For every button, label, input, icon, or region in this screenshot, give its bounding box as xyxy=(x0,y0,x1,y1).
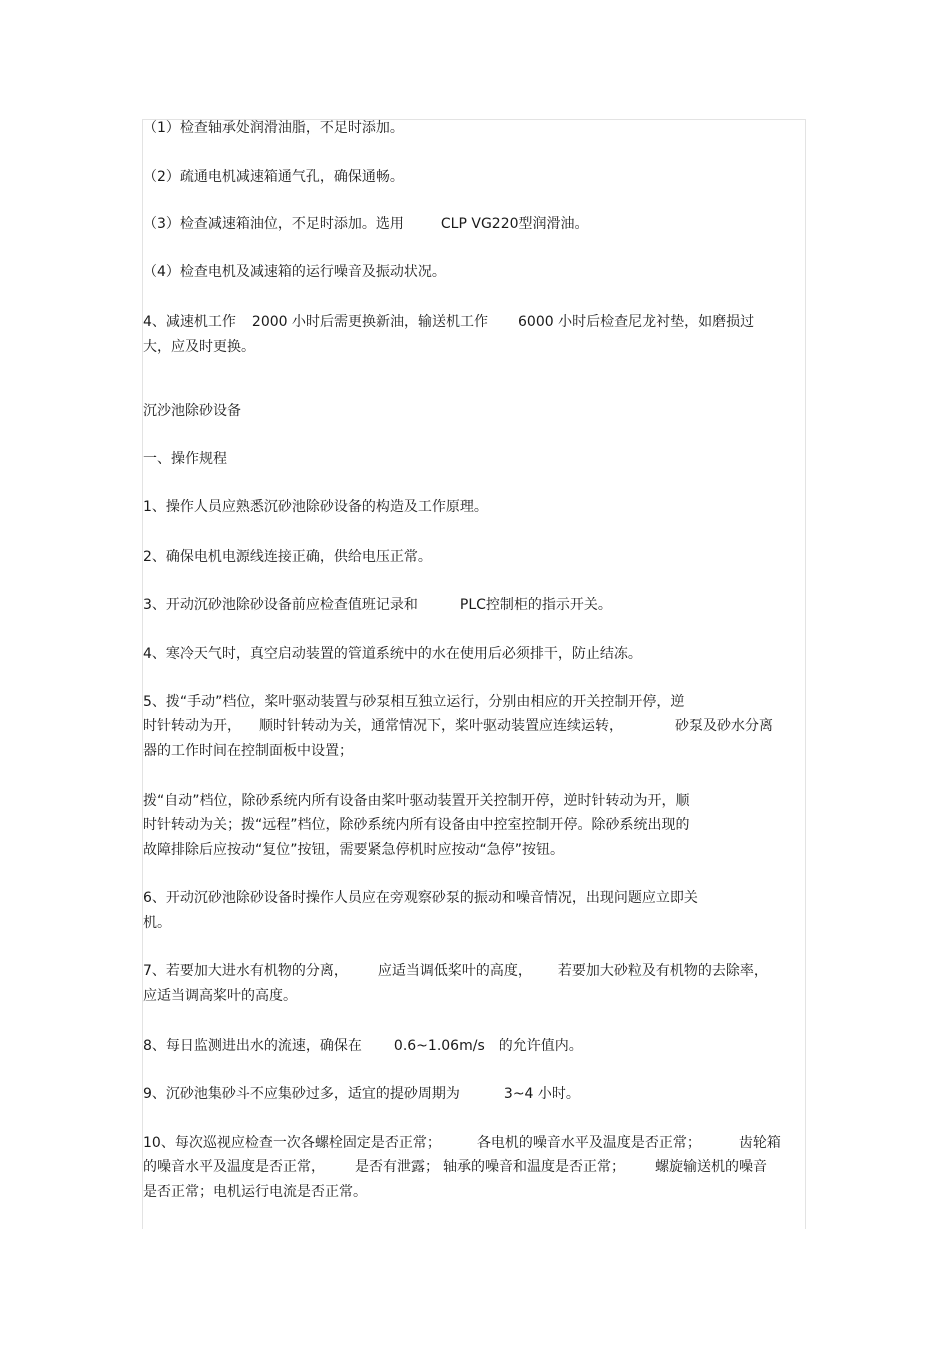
text-line xyxy=(143,1036,583,1056)
text-line xyxy=(143,167,404,187)
text-span: 齿轮箱 xyxy=(738,1135,781,1151)
text-span: 顺时针转动为关，通常情况下，桨叶驱动装置应连续运转， xyxy=(259,718,623,734)
text-span: 沉沙池除砂设备 xyxy=(143,403,241,419)
text-span: （1）检查轴承处润滑油脂，不足时添加。 xyxy=(143,120,404,136)
text-line xyxy=(143,497,488,517)
text-span: 2、确保电机电源线连接正确，供给电压正常。 xyxy=(143,549,432,565)
text-span: 10、每次巡视应检查一次各螺栓固定是否正常； xyxy=(143,1135,441,1151)
text-span: 应适当调低桨叶的高度， xyxy=(377,963,532,979)
text-span: 时针转动为开， xyxy=(143,718,241,734)
text-span: 是否有泄露； xyxy=(355,1159,439,1175)
text-line xyxy=(143,1182,367,1202)
text-span: 9、沉砂池集砂斗不应集砂过多，适宜的提砂周期为 xyxy=(143,1086,460,1102)
text-span: 6、开动沉砂池除砂设备时操作人员应在旁观察砂泵的振动和噪音情况，出现问题应立即关 xyxy=(143,890,698,906)
text-span: 7、若要加大进水有机物的分离， xyxy=(143,963,348,979)
text-line xyxy=(143,262,446,282)
text-line xyxy=(143,312,754,332)
text-line xyxy=(143,791,690,811)
text-line xyxy=(143,214,589,234)
text-span: 螺旋输送机的噪音 xyxy=(655,1159,767,1175)
text-span: 0.6~1.06m/s xyxy=(393,1038,485,1054)
text-span: （2）疏通电机减速箱通气孔，确保通畅。 xyxy=(143,169,404,185)
text-span: 器的工作时间在控制面板中设置； xyxy=(143,743,353,759)
text-line xyxy=(143,961,768,981)
text-span: 机。 xyxy=(143,915,171,931)
text-line xyxy=(143,741,353,761)
text-span: 4、减速机工作 xyxy=(143,314,236,330)
text-span: 3、开动沉砂池除砂设备前应检查值班记录和 xyxy=(143,597,418,613)
text-line xyxy=(143,1084,580,1104)
text-span: 3~4 小时。 xyxy=(503,1086,580,1102)
text-span: 8、每日监测进出水的流速，确保在 xyxy=(143,1038,362,1054)
text-span: 各电机的噪音水平及温度是否正常； xyxy=(476,1135,701,1151)
text-span: 1、操作人员应熟悉沉砂池除砂设备的构造及工作原理。 xyxy=(143,499,488,515)
subsection-heading xyxy=(143,449,227,469)
text-span: 大，应及时更换。 xyxy=(143,339,255,355)
text-line xyxy=(143,888,698,908)
text-span: 6000 小时后检查尼龙衬垫，如磨损过 xyxy=(518,314,755,330)
text-span: 5、拨“手动”档位，桨叶驱动装置与砂泵相互独立运行，分别由相应的开关控制开停，逆 xyxy=(143,694,685,710)
text-line xyxy=(143,1157,767,1177)
text-span: CLP VG220型润滑油。 xyxy=(440,216,589,232)
text-span: 时针转动为关；拨“远程”档位，除砂系统内所有设备由中控室控制开停。除砂系统出现的 xyxy=(143,817,690,833)
text-span: 应适当调高桨叶的高度。 xyxy=(143,988,297,1004)
text-line xyxy=(143,692,684,712)
text-line xyxy=(143,716,773,736)
text-span: 的允许值内。 xyxy=(498,1038,583,1054)
text-line xyxy=(143,595,612,615)
text-span: 故障排除后应按动“复位”按钮，需要紧急停机时应按动“急停”按钮。 xyxy=(143,842,565,858)
text-span: PLC控制柜的指示开关。 xyxy=(459,597,612,613)
text-line xyxy=(143,1133,781,1153)
text-span: （4）检查电机及减速箱的运行噪音及振动状况。 xyxy=(143,264,446,280)
text-line xyxy=(143,547,432,567)
text-span: 的噪音水平及温度是否正常， xyxy=(143,1159,325,1175)
text-span: 是否正常；电机运行电流是否正常。 xyxy=(143,1184,367,1200)
text-span: 拨“自动”档位，除砂系统内所有设备由桨叶驱动装置开关控制开停，逆时针转动为开，顺 xyxy=(143,793,690,809)
text-line xyxy=(143,986,297,1006)
text-line xyxy=(143,913,171,933)
text-span: （3）检查减速箱油位，不足时添加。选用 xyxy=(143,216,404,232)
section-heading xyxy=(143,401,241,421)
text-span: 一、操作规程 xyxy=(143,451,227,467)
text-span: 2000 小时后需更换新油，输送机工作 xyxy=(251,314,489,330)
text-line xyxy=(143,337,255,357)
text-line xyxy=(143,815,690,835)
text-span: 轴承的噪音和温度是否正常； xyxy=(443,1159,625,1175)
text-span: 砂泵及砂水分离 xyxy=(675,718,773,734)
text-line xyxy=(143,840,564,860)
page-frame xyxy=(142,119,806,1229)
text-line xyxy=(143,644,642,664)
text-span: 若要加大砂粒及有机物的去除率， xyxy=(557,963,768,979)
text-span: 4、寒冷天气时，真空启动装置的管道系统中的水在使用后必须排干，防止结冻。 xyxy=(143,646,642,662)
text-line xyxy=(143,118,404,138)
